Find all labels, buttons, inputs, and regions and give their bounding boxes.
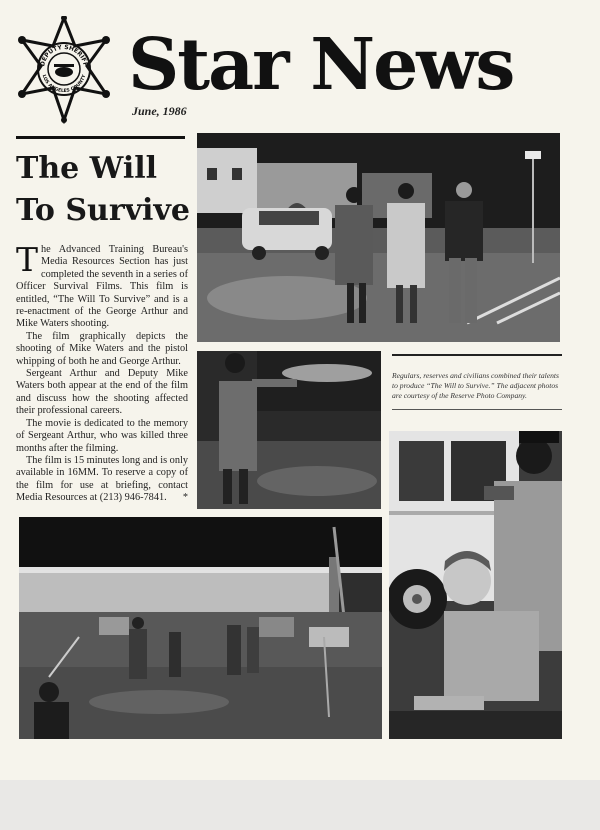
photo-car-closeup — [389, 431, 562, 739]
headline-rule — [16, 136, 185, 139]
article-paragraph: The Advanced Training Bureau's Media Resources Section has just completed the seventh in a series of Officer Survival Films. This film is entitled, “The Will To Survive” and is a re-enactment of the George Arthur and Mike Waters shooting. — [16, 240, 188, 330]
photo-night-lot-three-men — [197, 133, 560, 342]
article-body — [16, 240, 188, 505]
photo-man-firing-gun — [197, 351, 381, 509]
article-headline — [16, 148, 191, 232]
drop-cap: T — [16, 240, 39, 279]
headline-line-1: The Will — [16, 151, 158, 186]
photo-film-set-wide — [19, 517, 382, 739]
scan-bottom-margin — [0, 780, 600, 830]
headline-line-2: To Survive — [16, 193, 190, 228]
photo-caption: Regulars, reserves and civilians combined their talents to produce “The Will to Survive.” The adjacent photos are courtesy of the Reserve Photo Company. — [392, 371, 559, 400]
end-mark: * — [182, 492, 188, 504]
article-paragraph: The film graphically depicts the shooting of Mike Waters and the pistol whipping of both he and George Arthur. — [16, 330, 188, 367]
article-paragraph: The movie is dedicated to the memory of Sergeant Arthur, who was killed three months after the filming. — [16, 417, 188, 454]
photo-caption-box — [392, 354, 562, 410]
badge-bottom-text: LOS ANGELES COUNTY — [40, 74, 88, 95]
masthead-title: Star News — [128, 22, 514, 106]
article-paragraph: The film is 15 minutes long and is only available in 16MM. To reserve a copy of the film for use at briefing, contact Media Resources at (213) 946-7841. * — [16, 454, 188, 504]
badge-top-text: DEPUTY SHERIFF — [39, 43, 89, 68]
sheriff-star-badge-icon — [14, 16, 114, 124]
issue-date: June, 1986 — [132, 104, 187, 118]
article-paragraph: Sergeant Arthur and Deputy Mike Waters both appear at the end of the film and discuss how the shooting affected their professional careers. — [16, 368, 188, 417]
